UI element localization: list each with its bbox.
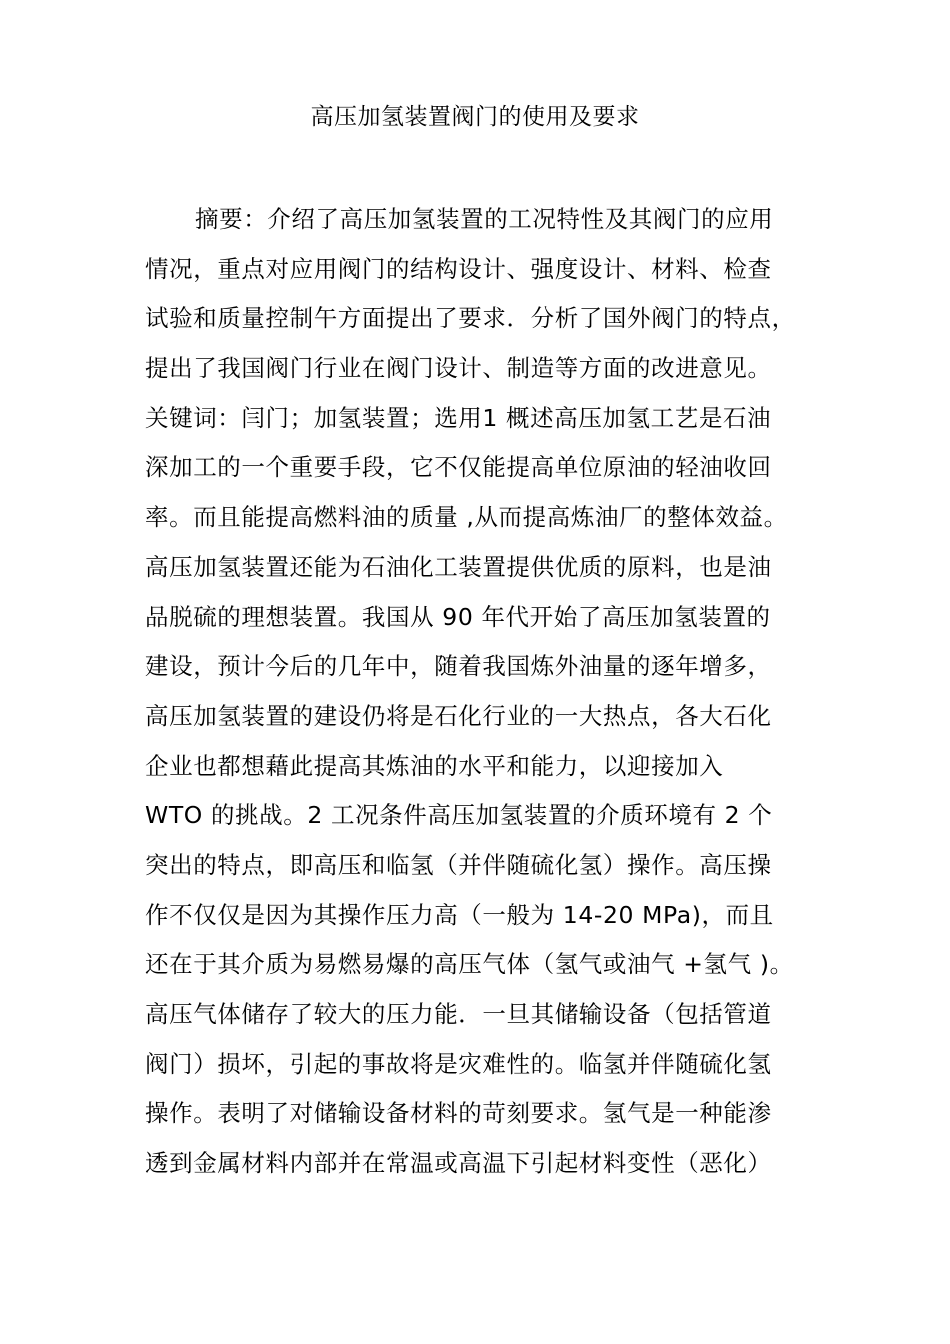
body-line: 透到金属材料内部并在常温或高温下引起材料变性（恶化）	[145, 1149, 772, 1178]
body-line: 还在于其介质为易燃易爆的高压气体（氢气或油气 +氢气 )。	[145, 950, 794, 979]
body-line: 品脱硫的理想装置。我国从 90 年代开始了高压加氢装置的	[145, 602, 771, 631]
body-line: 操作。表明了对储输设备材料的苛刻要求。氢气是一种能渗	[145, 1099, 772, 1128]
body-line: WTO 的挑战。2 工况条件高压加氢装置的介质环境有 2 个	[145, 801, 773, 830]
body-line: 企业也都想藉此提高其炼油的水平和能力，以迎接加入	[145, 751, 724, 780]
body-line: 阀门）损坏，引起的事故将是灾难性的。临氢并伴随硫化氢	[145, 1049, 772, 1078]
body-line: 率。而且能提高燃料油的质量 ,从而提高炼油厂的整体效益。	[145, 503, 788, 532]
body-line: 情况，重点对应用阀门的结构设计、强度设计、材料、检查	[145, 254, 772, 283]
body-line: 提出了我国阀门行业在阀门设计、制造等方面的改进意见。	[145, 354, 772, 383]
document-body	[145, 199, 835, 1193]
body-line: 作不仅仅是因为其操作压力高（一般为 14-20 MPa)，而且	[145, 900, 774, 929]
body-line: 摘要：介绍了高压加氢装置的工况特性及其阀门的应用	[195, 205, 774, 233]
body-line: 高压加氢装置还能为石油化工装置提供优质的原料，也是油	[145, 552, 772, 581]
body-line: 深加工的一个重要手段，它不仅能提高单位原油的轻油收回	[145, 453, 772, 482]
document-title: 高压加氢装置阀门的使用及要求	[310, 104, 640, 130]
body-line: 高压加氢装置的建设仍将是石化行业的一大热点，各大石化	[145, 701, 772, 730]
body-line: 高压气体储存了较大的压力能．一旦其储输设备（包括管道	[145, 1000, 772, 1028]
body-line: 建设，预计今后的几年中，随着我国炼外油量的逐年增多，	[145, 652, 772, 681]
body-line: 试验和质量控制午方面提出了要求．分析了国外阀门的特点，	[145, 304, 796, 333]
body-line: 关键词：闫门；加氢装置；选用1 概述高压加氢工艺是石油	[145, 403, 772, 432]
body-line: 突出的特点，即高压和临氢（并伴随硫化氢）操作。高压操	[145, 850, 772, 879]
